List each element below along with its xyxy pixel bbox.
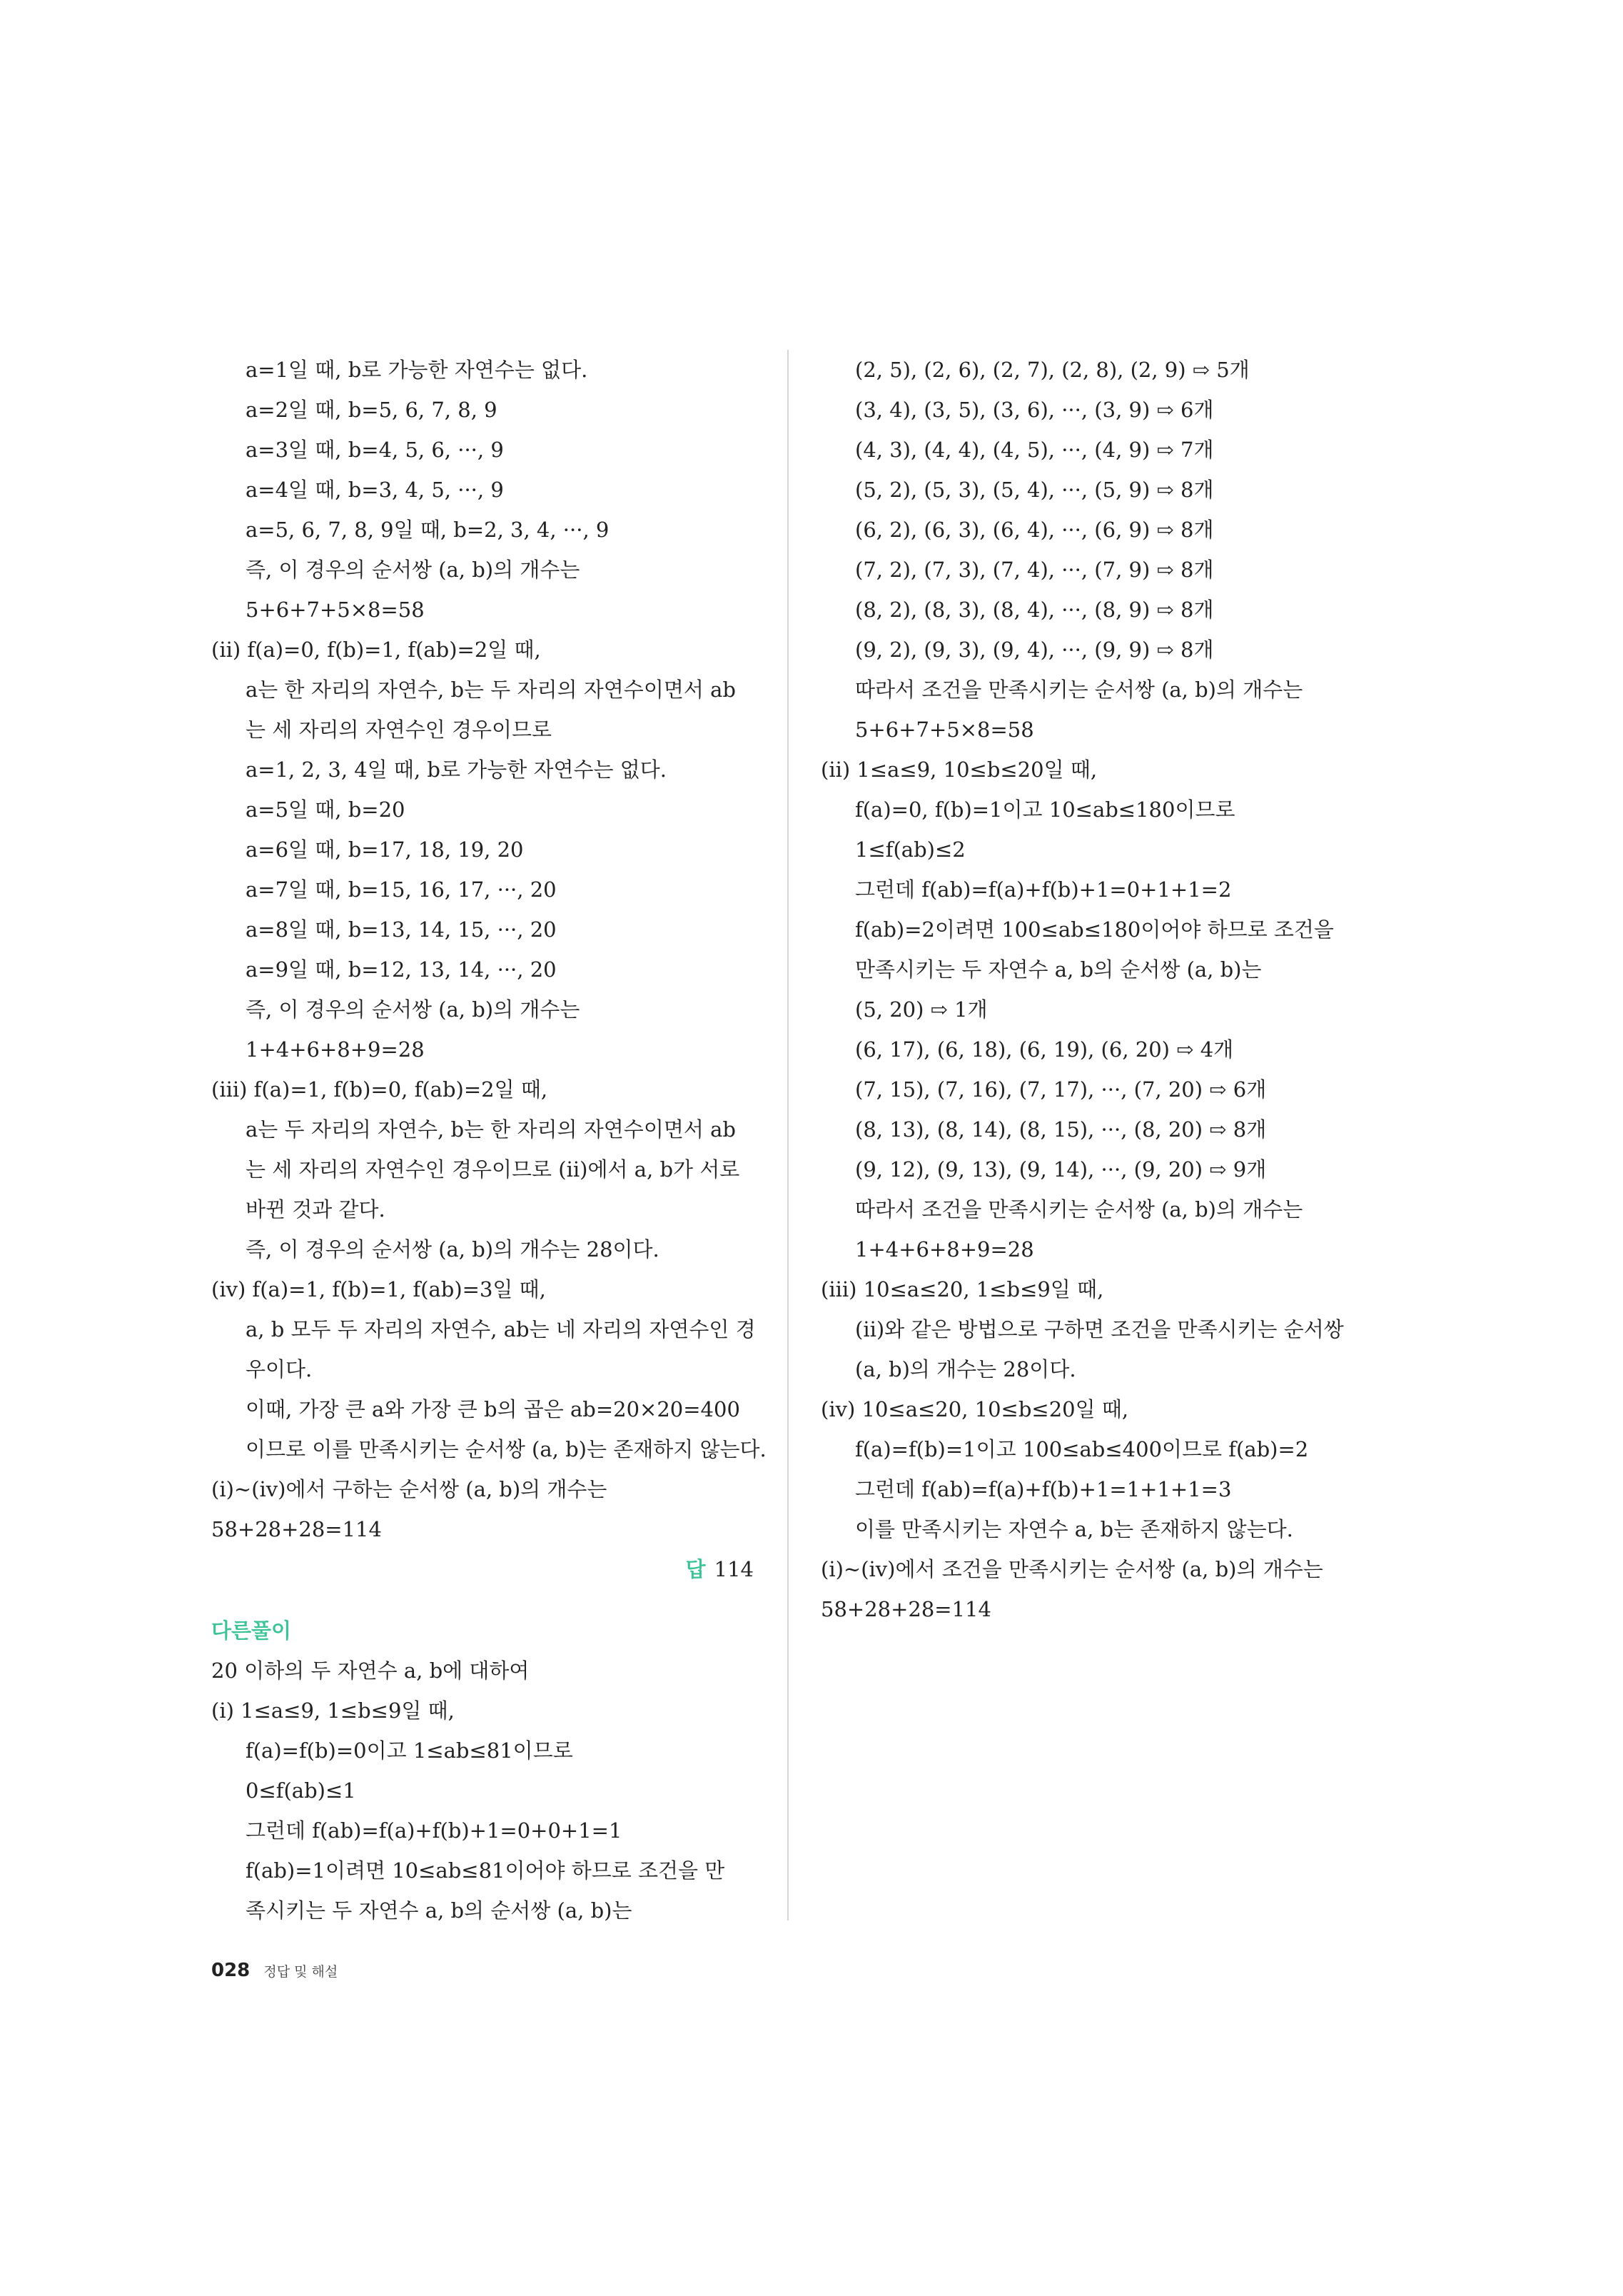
text-line: 이때, 가장 큰 a와 가장 큰 b의 곱은 ab=20×20=400 — [246, 1397, 740, 1421]
text-line: 족시키는 두 자연수 a, b의 순서쌍 (a, b)는 — [246, 1898, 632, 1923]
text-line: a=1일 때, b로 가능한 자연수는 없다. — [246, 358, 588, 382]
column-divider — [787, 350, 789, 1920]
text-line: a=2일 때, b=5, 6, 7, 8, 9 — [246, 398, 497, 422]
text-line: 1≤f(ab)≤2 — [855, 837, 966, 862]
text-line: a=6일 때, b=17, 18, 19, 20 — [246, 837, 524, 862]
text-line: f(a)=f(b)=0이고 1≤ab≤81이므로 — [246, 1738, 573, 1763]
text-line: 는 세 자리의 자연수인 경우이므로 (ⅱ)에서 a, b가 서로 — [246, 1157, 740, 1182]
text-line: (ⅳ) 10≤a≤20, 10≤b≤20일 때, — [821, 1397, 1129, 1421]
text-line: (2, 5), (2, 6), (2, 7), (2, 8), (2, 9) ⇨ 5개 — [855, 358, 1250, 382]
answer-mark: 답 — [685, 1557, 706, 1581]
text-line: a, b 모두 두 자리의 자연수, ab는 네 자리의 자연수인 경 — [246, 1317, 756, 1341]
text-line: 그런데 f(ab)=f(a)+f(b)+1=0+0+1=1 — [246, 1818, 622, 1843]
footer-label: 정답 및 해설 — [263, 1964, 338, 1980]
text-line: (6, 17), (6, 18), (6, 19), (6, 20) ⇨ 4개 — [855, 1037, 1234, 1062]
left-column — [211, 350, 767, 1930]
text-line: a는 한 자리의 자연수, b는 두 자리의 자연수이면서 ab — [246, 678, 736, 702]
text-line: 58+28+28=114 — [211, 1517, 382, 1541]
text-line: (9, 12), (9, 13), (9, 14), ···, (9, 20) ⇨ 9개 — [855, 1157, 1267, 1182]
text-line: 바뀐 것과 같다. — [246, 1197, 385, 1222]
right-column — [821, 350, 1392, 1629]
solution-lines-left — [211, 350, 767, 1549]
text-line: f(ab)=1이려면 10≤ab≤81이어야 하므로 조건을 만 — [246, 1858, 725, 1883]
text-line: 우이다. — [246, 1357, 313, 1381]
text-line: 즉, 이 경우의 순서쌍 (a, b)의 개수는 28이다. — [246, 1237, 659, 1262]
solution-lines-right — [821, 350, 1392, 1629]
text-line: (8, 13), (8, 14), (8, 15), ···, (8, 20) ⇨ 8개 — [855, 1117, 1267, 1142]
text-line: (ⅲ) f(a)=1, f(b)=0, f(ab)=2일 때, — [211, 1077, 548, 1102]
text-line: 20 이하의 두 자연수 a, b에 대하여 — [211, 1658, 530, 1683]
text-line: (6, 2), (6, 3), (6, 4), ···, (6, 9) ⇨ 8개 — [855, 518, 1214, 542]
text-line: (5, 20) ⇨ 1개 — [855, 997, 988, 1022]
text-line: 따라서 조건을 만족시키는 순서쌍 (a, b)의 개수는 — [855, 678, 1303, 702]
text-line: 이를 만족시키는 자연수 a, b는 존재하지 않는다. — [855, 1517, 1293, 1541]
text-line: (5, 2), (5, 3), (5, 4), ···, (5, 9) ⇨ 8개 — [855, 478, 1214, 502]
text-line: 즉, 이 경우의 순서쌍 (a, b)의 개수는 — [246, 997, 580, 1022]
text-line: 1+4+6+8+9=28 — [855, 1237, 1034, 1262]
text-line: (ⅱ) 1≤a≤9, 10≤b≤20일 때, — [821, 757, 1098, 782]
text-line: (a, b)의 개수는 28이다. — [855, 1357, 1076, 1381]
text-line: (4, 3), (4, 4), (4, 5), ···, (4, 9) ⇨ 7개 — [855, 438, 1214, 462]
text-line: a=4일 때, b=3, 4, 5, ···, 9 — [246, 478, 504, 502]
text-line: 5+6+7+5×8=58 — [246, 598, 425, 622]
text-line: (3, 4), (3, 5), (3, 6), ···, (3, 9) ⇨ 6개 — [855, 398, 1214, 422]
text-line: (9, 2), (9, 3), (9, 4), ···, (9, 9) ⇨ 8개 — [855, 638, 1214, 662]
text-line: 따라서 조건을 만족시키는 순서쌍 (a, b)의 개수는 — [855, 1197, 1303, 1222]
text-line: f(a)=0, f(b)=1이고 10≤ab≤180이므로 — [855, 797, 1235, 822]
page-number: 028 — [211, 1960, 251, 1981]
text-line: f(a)=f(b)=1이고 100≤ab≤400이므로 f(ab)=2 — [855, 1437, 1309, 1461]
answer-value: 114 — [714, 1557, 754, 1581]
page-footer — [211, 1960, 338, 1981]
text-line: (8, 2), (8, 3), (8, 4), ···, (8, 9) ⇨ 8개 — [855, 598, 1214, 622]
text-line: 1+4+6+8+9=28 — [246, 1037, 425, 1062]
text-line: a=7일 때, b=15, 16, 17, ···, 20 — [246, 877, 557, 902]
text-line: a=9일 때, b=12, 13, 14, ···, 20 — [246, 957, 557, 982]
text-line: 58+28+28=114 — [821, 1597, 991, 1621]
text-line: a=3일 때, b=4, 5, 6, ···, 9 — [246, 438, 504, 462]
text-line: (ⅰ)~(ⅳ)에서 구하는 순서쌍 (a, b)의 개수는 — [211, 1477, 607, 1501]
text-line: 그런데 f(ab)=f(a)+f(b)+1=1+1+1=3 — [855, 1477, 1232, 1501]
text-line: (ⅱ) f(a)=0, f(b)=1, f(ab)=2일 때, — [211, 638, 541, 662]
text-line: 이므로 이를 만족시키는 순서쌍 (a, b)는 존재하지 않는다. — [246, 1437, 767, 1461]
text-line: a=5일 때, b=20 — [246, 797, 405, 822]
text-line: a는 두 자리의 자연수, b는 한 자리의 자연수이면서 ab — [246, 1117, 736, 1142]
text-line: 그런데 f(ab)=f(a)+f(b)+1=0+1+1=2 — [855, 877, 1232, 902]
text-line: a=8일 때, b=13, 14, 15, ···, 20 — [246, 917, 557, 942]
text-line: 0≤f(ab)≤1 — [246, 1778, 356, 1803]
answer-line — [211, 1549, 754, 1589]
text-line: (ⅲ) 10≤a≤20, 1≤b≤9일 때, — [821, 1277, 1104, 1301]
text-line: (7, 2), (7, 3), (7, 4), ···, (7, 9) ⇨ 8개 — [855, 558, 1214, 582]
text-line: (7, 15), (7, 16), (7, 17), ···, (7, 20) ⇨ 6개 — [855, 1077, 1267, 1102]
text-line: 즉, 이 경우의 순서쌍 (a, b)의 개수는 — [246, 558, 580, 582]
alt-solution-lines — [211, 1651, 754, 1930]
text-line: f(ab)=2이려면 100≤ab≤180이어야 하므로 조건을 — [855, 917, 1334, 942]
text-line: (ⅰ)~(ⅳ)에서 조건을 만족시키는 순서쌍 (a, b)의 개수는 — [821, 1557, 1323, 1581]
text-line: 는 세 자리의 자연수인 경우이므로 — [246, 718, 552, 742]
text-line: 5+6+7+5×8=58 — [855, 718, 1034, 742]
text-line: (ⅳ) f(a)=1, f(b)=1, f(ab)=3일 때, — [211, 1277, 546, 1301]
text-line: a=1, 2, 3, 4일 때, b로 가능한 자연수는 없다. — [246, 757, 667, 782]
text-line: 만족시키는 두 자연수 a, b의 순서쌍 (a, b)는 — [855, 957, 1262, 982]
text-line: (ⅱ)와 같은 방법으로 구하면 조건을 만족시키는 순서쌍 — [855, 1317, 1344, 1341]
text-line: a=5, 6, 7, 8, 9일 때, b=2, 3, 4, ···, 9 — [246, 518, 610, 542]
text-line: (ⅰ) 1≤a≤9, 1≤b≤9일 때, — [211, 1698, 455, 1723]
alt-solution-heading: 다른풀이 — [211, 1618, 292, 1643]
